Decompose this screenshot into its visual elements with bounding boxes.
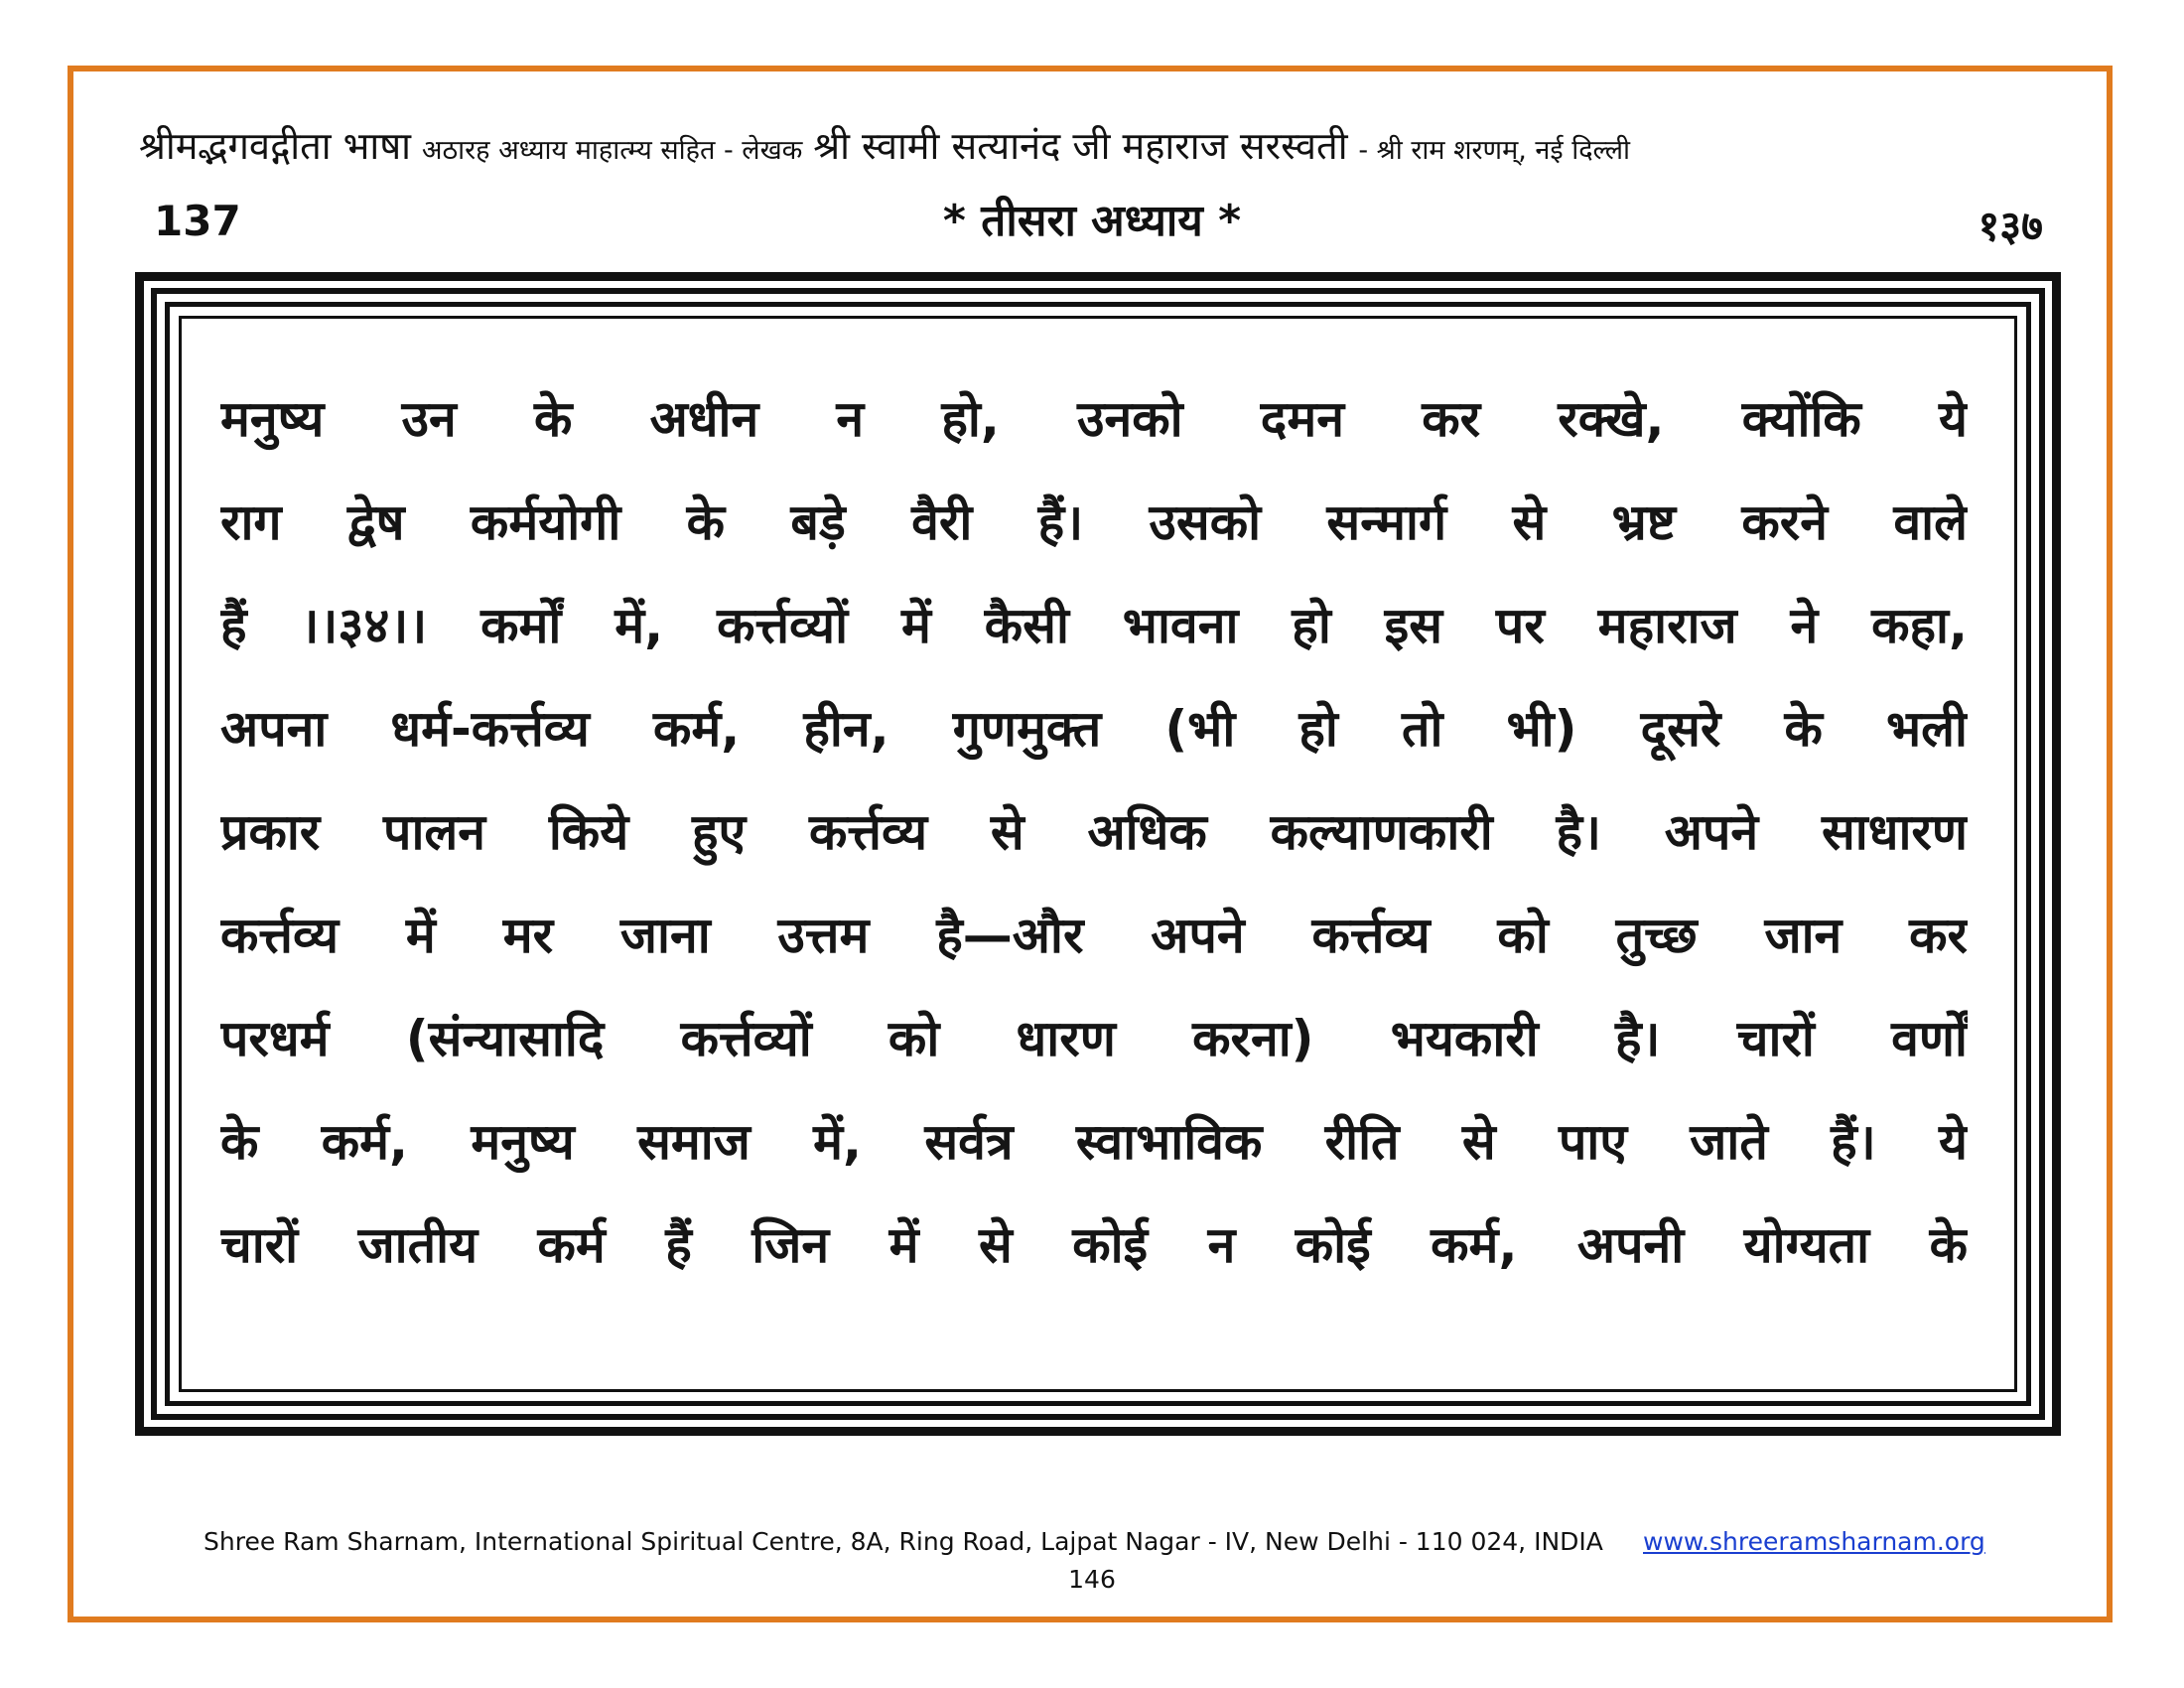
website-link[interactable]: www.shreeramsharnam.org (1643, 1527, 1985, 1556)
text-line: अपना धर्म-कर्त्तव्य कर्म, हीन, गुणमुक्त (भी हो तो भी) दूसरे के भली (220, 700, 1968, 758)
scripture-text (220, 367, 1968, 1297)
running-header (139, 119, 2065, 171)
text-line: मनुष्य उन के अधीन न हो, उनको दमन कर रक्खे, क्योंकि ये (220, 390, 1968, 448)
page-number-left: 137 (154, 197, 241, 245)
header-subtitle: अठारह अध्याय माहात्म्य सहित - लेखक (421, 135, 803, 166)
chapter-title: * तीसरा अध्याय * (942, 196, 1242, 246)
text-line: कर्त्तव्य में मर जाना उत्तम है—और अपने कर्त्तव्य को तुच्छ जान कर (220, 907, 1968, 964)
text-line: प्रकार पालन किये हुए कर्त्तव्य से अधिक कल्याणकारी है। अपने साधारण (220, 803, 1968, 861)
text-line: चारों जातीय कर्म हैं जिन में से कोई न कोई कर्म, अपनी योग्यता के (220, 1216, 1968, 1274)
page-number-right: १३७ (1978, 202, 2043, 250)
footer-page-number: 146 (1068, 1565, 1116, 1594)
text-line: के कर्म, मनुष्य समाज में, सर्वत्र स्वाभाविक रीति से पाए जाते हैं। ये (220, 1113, 1968, 1171)
book-title: श्रीमद्भगवद्गीता भाषा (139, 124, 412, 168)
publisher-name: - श्री राम शरणम्, नई दिल्ली (1358, 135, 1631, 166)
text-line: हैं ।।३४।। कर्मों में, कर्त्तव्यों में कैसी भावना हो इस पर महाराज ने कहा, (220, 597, 1968, 654)
author-name: श्री स्वामी सत्यानंद जी महाराज सरस्वती (813, 124, 1348, 168)
footer-address: Shree Ram Sharnam, International Spiritual Centre, 8A, Ring Road, Lajpat Nagar - IV, New Delhi - 110 024, INDIA (204, 1527, 1603, 1556)
text-line: परधर्म (संन्यासादि कर्त्तव्यों को धारण करना) भयकारी है। चारों वर्णों (220, 1010, 1968, 1067)
text-line: राग द्वेष कर्मयोगी के बड़े वैरी हैं। उसको सन्मार्ग से भ्रष्ट करने वाले (220, 493, 1968, 551)
